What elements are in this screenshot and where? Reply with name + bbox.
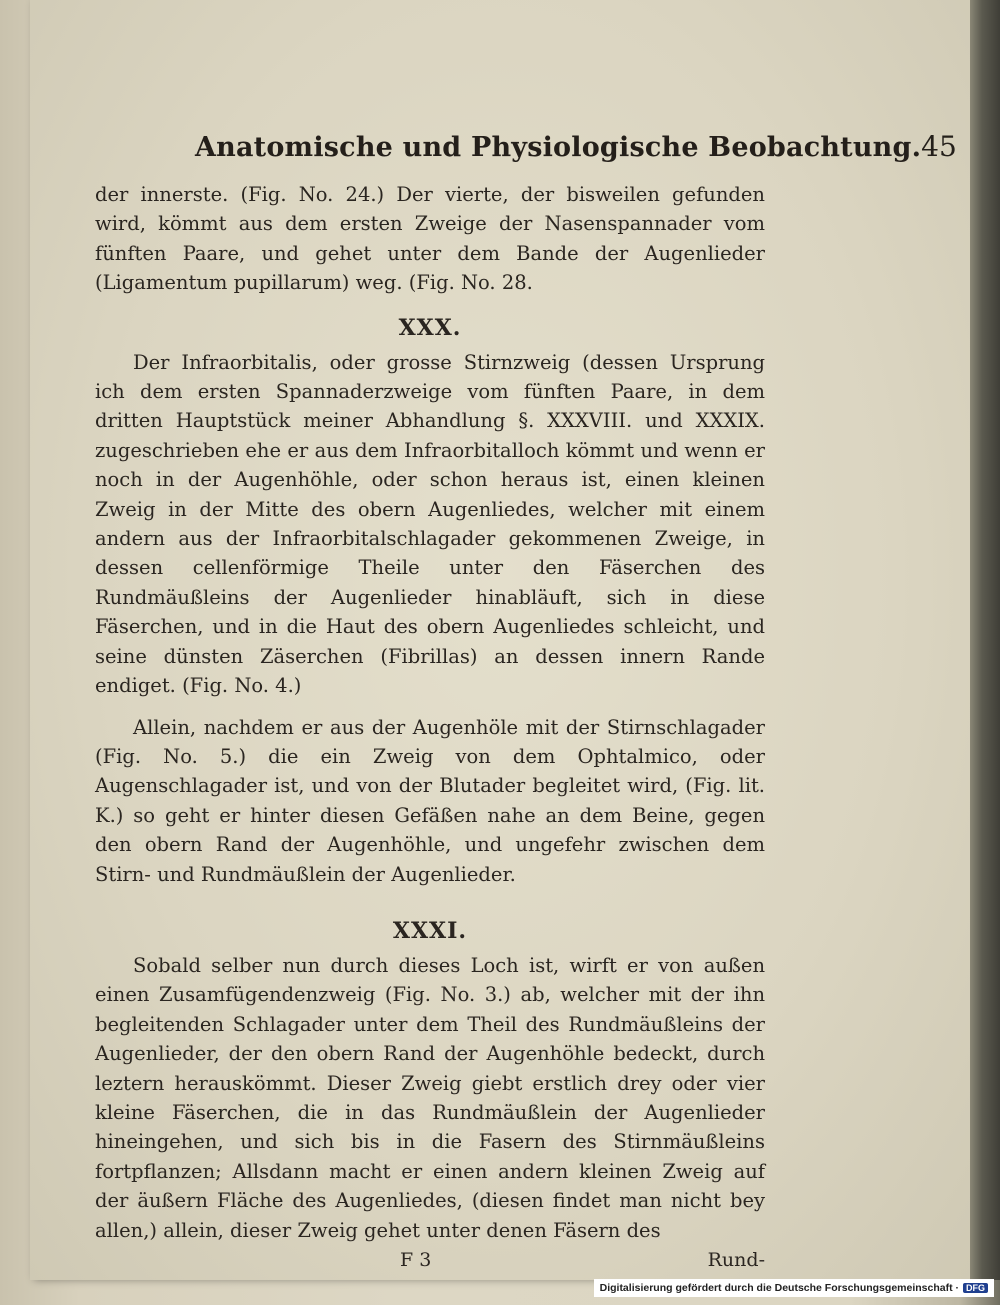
dfg-logo-icon: DFG	[963, 1283, 988, 1293]
page-footer	[95, 1249, 765, 1271]
catchword: Rund-	[707, 1249, 765, 1271]
section-xxx-paragraph-2: Allein, nachdem er aus der Augenhöle mit der Stirnschlagader (Fig. No. 5.) die ein Zweig von dem Ophtalmico, oder Augenschlagader ist, und von der Blutader begleitet wird, (Fig. lit. K.) so geht er hinter diesen Gefäßen nahe an dem Beine, gegen den obern Rand der Augenhöhle, und ungefehr zwischen dem Stirn- und Rundmäußlein der Augenlieder.	[95, 715, 765, 886]
running-head-title: Anatomische und Physiologische Beobachtung.	[195, 132, 922, 163]
section-xxx-paragraph-1: Der Infraorbitalis, oder grosse Stirnzweig (dessen Ursprung ich dem ersten Spannaderzweige vom fünften Paare, in dem dritten Hauptstück meiner Abhandlung §. XXXVIII. und XXXIX. zugeschrieben ehe er aus dem Infraorbitalloch kömmt und wenn er noch in der Augenhöhle, oder schon heraus ist, einen kleinen Zweig in der Mitte des obern Augenliedes, welcher mit einem andern aus der Infraorbitalschlagader gekommenen Zweige, in dessen cellenförmige Theile unter den Fäserchen des Rundmäußleins der Augenlieder hinabläuft, sich in diese Fäserchen, und in die Haut des obern Augenliedes schleicht, und seine dünsten Zäserchen (Fibrillas) an dessen innern Rande endiget. (Fig. No. 4.)	[95, 350, 765, 698]
intro-paragraph: der innerste. (Fig. No. 24.) Der vierte, der bisweilen gefunden wird, kömmt aus dem ersten Zweige der Nasenspannader vom fünften Paare, und gehet unter dem Bande der Augenlieder (Ligamentum pupillarum) weg. (Fig. No. 28.	[95, 183, 765, 295]
page-text-block	[95, 130, 957, 1271]
signature-mark: F 3	[400, 1249, 432, 1271]
book-edge	[970, 0, 1000, 1280]
section-xxxi-paragraph-1: Sobald selber nun durch dieses Loch ist, wirft er von außen einen Zusamfügendenzweig (Fig. No. 3.) ab, welcher mit der ihn begleitenden Schlagader unter dem Theil des Rundmäußleins der Augenlieder, der den obern Rand der Augenhöhle bedeckt, durch leztern herauskömmt. Dieser Zweig giebt erstlich drey oder vier kleine Fäserchen, die in das Rundmäußlein der Augenlieder hineingehen, und sich bis in die Fasern des Stirnmäußleins fortpflanzen; Allsdann macht er einen andern kleinen Zweig auf der äußern Fläche des Augenliedes, (diesen findet man nicht bey allen,) allein, dieser Zweig gehet unter denen Fäsern des	[95, 953, 765, 1242]
digitization-credit	[594, 1279, 994, 1297]
page-number: 45	[921, 130, 957, 163]
section-heading-xxx: XXX.	[398, 314, 462, 341]
running-head	[195, 130, 957, 180]
digitization-credit-text: Digitalisierung gefördert durch die Deutsche Forschungsgemeinschaft ·	[599, 1282, 959, 1294]
section-heading-xxxi: XXXI.	[392, 917, 468, 944]
